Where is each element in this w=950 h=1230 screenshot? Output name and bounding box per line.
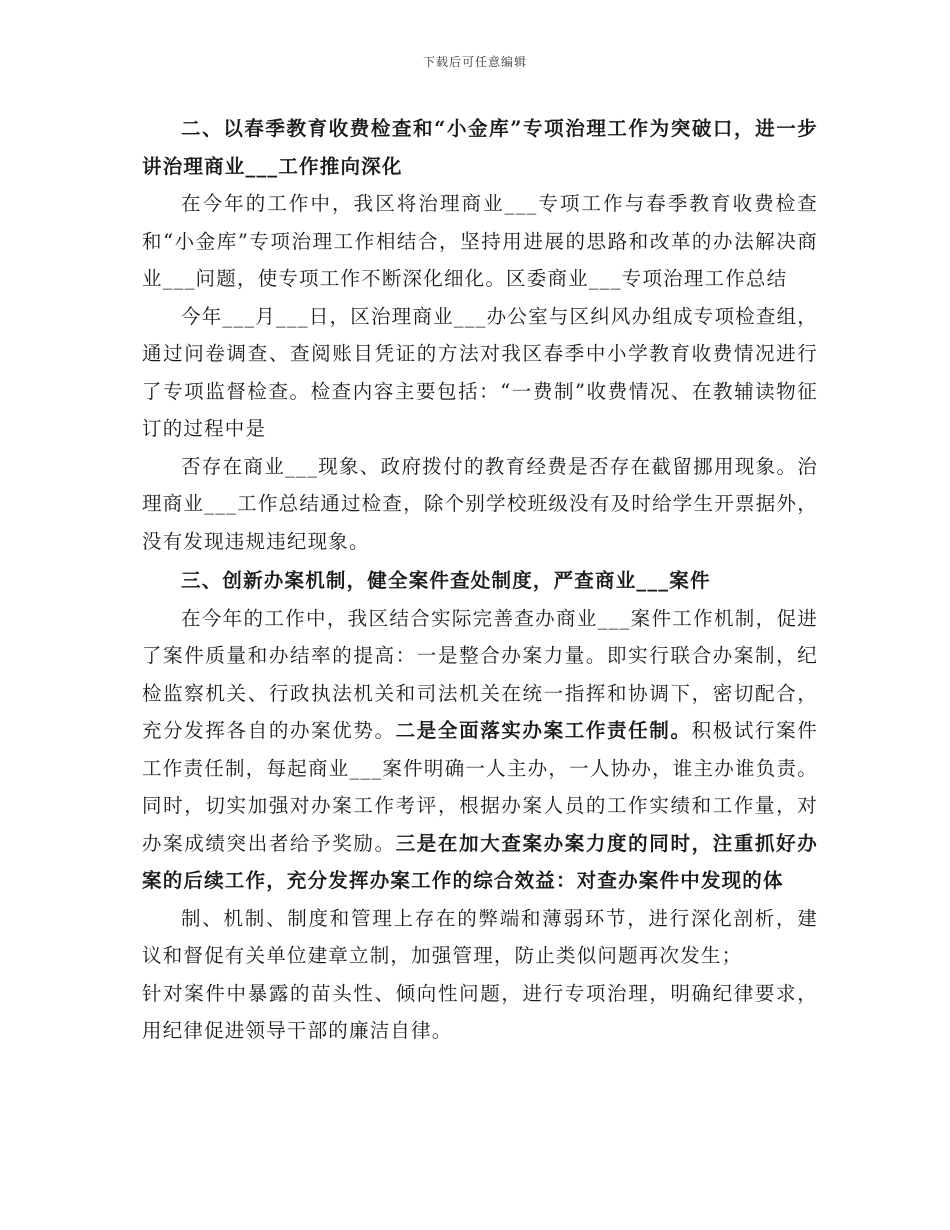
- document-body: [142, 108, 818, 1050]
- section-3-paragraph-2a: 制、机制、制度和管理上存在的弊端和薄弱环节，进行深化剖析，建议和督促有关单位建章立制，加强管理，防止类似问题再次发生；: [142, 906, 818, 967]
- section-2-paragraph-3: 否存在商业___现象、政府拨付的教育经费是否存在截留挪用现象。治理商业___工作总结通过检查，除个别学校班级没有及时给学生开票据外，没有发现违规违纪现象。: [142, 454, 818, 553]
- section-3-paragraph-2b: 针对案件中暴露的苗头性、倾向性问题，进行专项治理，明确纪律要求，用纪律促进领导干部的廉洁自律。: [142, 981, 818, 1042]
- section-3-paragraph-1-text-a: 在今年的工作中，我区结合实际完善查办商业___案件工作机制，促进了案件质量和办结率的提高：一是整合办案力量。即实行联合办案制，纪检监察机关、行政执法机关和司法机关在统一指挥和协调下，密切配合，充分发挥各自的办案优势。: [142, 606, 818, 742]
- section-2-heading: 二、以春季教育收费检查和“小金库”专项治理工作为突破口，进一步讲治理商业___工作推向深化: [142, 117, 818, 178]
- section-3-paragraph-1-bold-d: 三是在加大查案办案力度的同时，注重抓好办案的后续工作，充分发挥办案工作的综合效益：对查办案件中发现的体: [142, 831, 818, 892]
- section-3-heading: 三、创新办案机制，健全案件查处制度，严查商业___案件: [181, 569, 711, 592]
- section-3-paragraph-1-text-c: 积极试行案件工作责任制，每起商业___案件明确一人主办，一人协办，谁主办谁负责。同时，切实加强对办案工作考评，根据办案人员的工作实绩和工作量，对办案成绩突出者给予奖励。: [142, 719, 818, 855]
- section-2-paragraph-1: 在今年的工作中，我区将治理商业___专项工作与春季教育收费检查和“小金库”专项治理工作相结合，坚持用进展的思路和改革的办法解决商业___问题，使专项工作不断深化细化。区委商业___专项治理工作总结: [142, 192, 818, 290]
- section-3-paragraph-1-bold-b: 二是全面落实办案工作责任制。: [395, 719, 692, 742]
- section-2-paragraph-2: 今年___月___日，区治理商业___办公室与区纠风办组成专项检查组，通过问卷调查、查阅账目凭证的方法对我区春季中小学教育收费情况进行了专项监督检查。检查内容主要包括：“一费制”收费情况、在教辅读物征订的过程中是: [142, 304, 818, 440]
- page-header-note: 下载后可任意编辑: [422, 55, 527, 69]
- section-3-paragraph-1: [142, 600, 818, 900]
